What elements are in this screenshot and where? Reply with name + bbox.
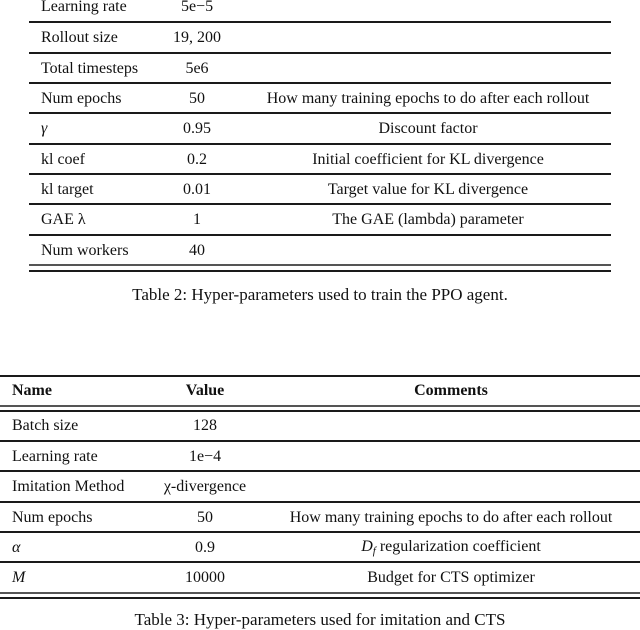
table-row	[0, 563, 640, 592]
table-3-caption: Table 3: Hyper-parameters used for imitation and CTS	[134, 610, 506, 629]
table-3	[0, 374, 640, 604]
param-name: kl target	[41, 180, 94, 198]
param-value: 50	[197, 508, 213, 526]
header-comments: Comments	[414, 382, 488, 399]
param-name-alpha: α	[12, 538, 21, 556]
table-2	[29, 0, 611, 275]
param-value: 0.9	[195, 538, 215, 556]
param-comment: Discount factor	[378, 119, 478, 137]
param-value: 128	[193, 417, 217, 434]
table-row	[29, 205, 611, 234]
param-name: Batch size	[12, 417, 79, 434]
param-name: Rollout size	[41, 28, 118, 46]
param-value: χ-divergence	[163, 477, 247, 495]
param-name-m: M	[12, 568, 26, 586]
param-comment-df	[262, 539, 640, 557]
param-name: Total timesteps	[41, 59, 139, 77]
table-row	[0, 503, 640, 532]
param-value: 0.2	[187, 150, 207, 168]
param-value: 19, 200	[173, 28, 221, 46]
param-name-gamma: γ	[41, 119, 48, 137]
header-name: Name	[12, 382, 52, 399]
bottom-rule	[29, 270, 611, 272]
param-comment: Budget for CTS optimizer	[367, 568, 535, 586]
param-comment: The GAE (lambda) parameter	[332, 210, 524, 228]
bottom-rule	[0, 592, 640, 594]
param-value: 5e6	[185, 59, 209, 77]
table-row	[29, 236, 611, 265]
param-comment: Initial coefficient for KL divergence	[312, 150, 544, 168]
df-comment-text: regularization coefficient	[379, 537, 541, 555]
table-row	[0, 533, 640, 562]
param-name: Num workers	[41, 241, 129, 259]
header-value: Value	[185, 382, 225, 399]
param-name: Num epochs	[12, 508, 93, 526]
table-row	[29, 23, 611, 52]
param-comment: How many training epochs to do after each rollout	[289, 508, 613, 526]
param-value: 1e−4	[188, 447, 222, 465]
param-value: 0.95	[183, 119, 211, 137]
table-row	[29, 0, 611, 20]
param-value: 5e−5	[180, 0, 214, 15]
table-row	[29, 84, 611, 113]
df-symbol: D	[361, 537, 373, 555]
bottom-rule	[29, 264, 611, 266]
table-row	[29, 114, 611, 143]
param-value: 1	[193, 210, 201, 228]
param-value: 10000	[185, 568, 225, 586]
param-name: kl coef	[41, 150, 85, 168]
table-row	[29, 54, 611, 83]
param-name: Learning rate	[12, 447, 98, 465]
table-row	[29, 175, 611, 204]
param-value: 0.01	[183, 180, 211, 198]
df-subscript: f	[372, 544, 376, 557]
table-header-row	[0, 377, 640, 405]
param-name: Imitation Method	[12, 477, 125, 495]
param-value: 50	[189, 89, 205, 107]
param-comment: How many training epochs to do after each rollout	[266, 89, 590, 107]
param-name: Learning rate	[41, 0, 127, 15]
table-row	[0, 472, 640, 501]
param-value: 40	[189, 241, 205, 259]
table-row	[29, 145, 611, 174]
table-row	[0, 412, 640, 440]
param-name: Num epochs	[41, 89, 122, 107]
bottom-rule	[0, 597, 640, 599]
param-name: GAE λ	[41, 210, 86, 228]
header-rule	[0, 405, 640, 407]
param-comment: Target value for KL divergence	[327, 180, 529, 198]
table-row	[0, 442, 640, 471]
table-2-caption: Table 2: Hyper-parameters used to train the PPO agent.	[132, 285, 508, 304]
